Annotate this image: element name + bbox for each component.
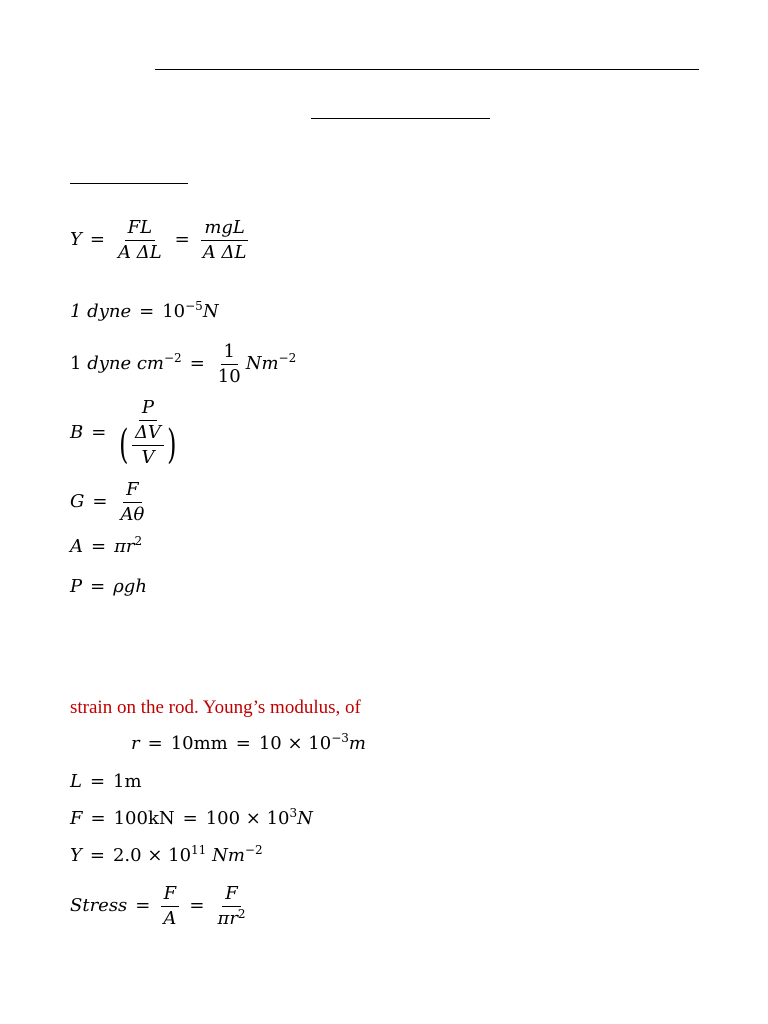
dyne-cm-conversion: 1 dyne cm $^{-2}$ = $\frac{1}{10}$ Nm $^{-2}$ — [70, 341, 297, 387]
given-force: F = 100kN = 100 × 10 $^3$ N — [70, 806, 313, 829]
bulk-modulus-formula: B = P ( $\frac{\Delta V}{V}$ ) — [70, 396, 182, 469]
section-rule — [70, 183, 188, 184]
young-fraction-2: $\frac{\text{mgL}}{\text{A ΔL}}$ — [202, 217, 247, 263]
pressure-formula: P = ρgh — [70, 576, 147, 597]
given-radius: r = 10mm = 10 × 10 $^{-3}$ m — [131, 731, 366, 754]
given-length: L = 1m — [70, 771, 142, 792]
stress-fraction-1: $\frac{F}{A}$ — [160, 882, 179, 931]
stress-fraction-2: $\frac{F}{\pi r^2}$ — [217, 883, 246, 929]
header-rule-short — [311, 118, 490, 119]
question-text: strain on the rod. Young’s modulus, of — [70, 697, 361, 718]
area-formula: A = πr $^2$ — [70, 534, 143, 557]
bulk-inner-fraction: $\frac{\Delta V}{V}$ — [132, 421, 164, 470]
stress-formula: Stress = $\frac{F}{A}$ = $\frac{F}{\pi r^2}$ — [70, 882, 251, 931]
young-lhs: Y — [70, 229, 82, 251]
shear-modulus-formula: G = $\frac{F}{A\theta}$ — [70, 478, 149, 527]
young-fraction-1: $\frac{FL}{\text{A ΔL}}$ — [117, 217, 162, 263]
dyne-cm-fraction: $\frac{1}{10}$ — [217, 341, 241, 387]
shear-fraction: $\frac{F}{A\theta}$ — [120, 479, 145, 525]
bulk-fraction: P ( $\frac{\Delta V}{V}$ ) — [119, 397, 177, 469]
dyne-conversion: 1 dyne = 10 $^{-5}$ N — [70, 299, 219, 322]
young-modulus-formula: Y = $\frac{FL}{\text{A ΔL}}$ = $\frac{\text{mgL}}{\text{A ΔL}}$ — [70, 216, 251, 265]
header-rule-long — [155, 69, 699, 70]
given-modulus: Y = 2.0 × 10 $^{11}$ Nm $^{-2}$ — [70, 843, 263, 866]
